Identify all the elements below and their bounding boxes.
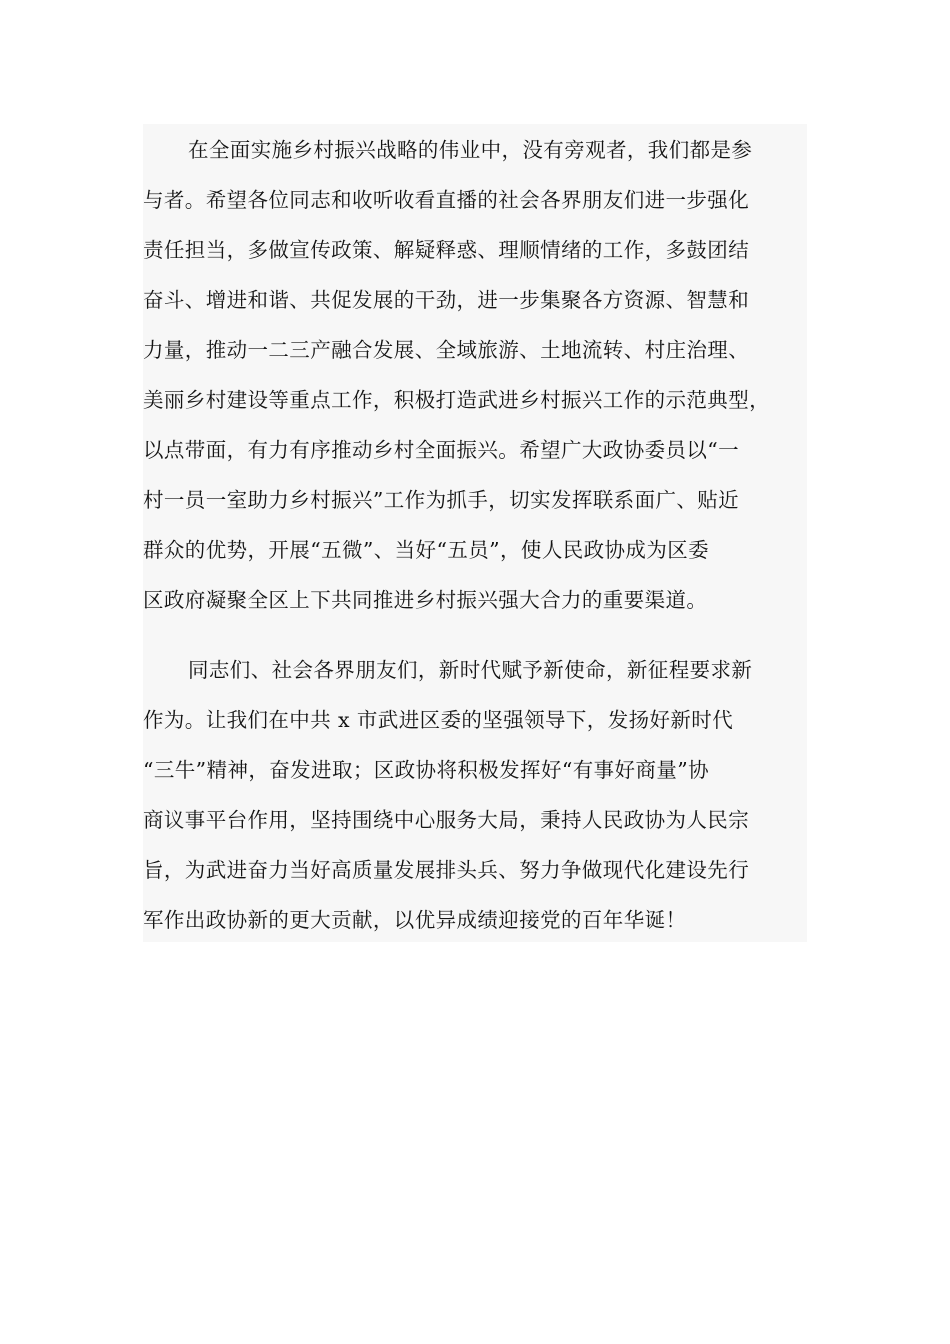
paragraph-1-line-1: 在全面实施乡村振兴战略的伟业中，没有旁观者，我们都是参 bbox=[188, 138, 753, 162]
paragraph-2-line-3: “三牛”精神，奋发进取；区政协将积极发挥好“有事好商量”协 bbox=[143, 758, 710, 782]
paragraph-1-line-10: 区政府凝聚全区上下共同推进乡村振兴强大合力的重要渠道。 bbox=[143, 588, 708, 612]
paragraph-1-line-8: 村一员一室助力乡村振兴”工作为抓手，切实发挥联系面广、贴近 bbox=[143, 488, 740, 512]
paragraph-2-line-2: 作为。让我们在中共 x 市武进区委的坚强领导下，发扬好新时代 bbox=[143, 708, 734, 732]
paragraph-2-line-1: 同志们、社会各界朋友们，新时代赋予新使命，新征程要求新 bbox=[188, 658, 753, 682]
paragraph-1-line-5: 力量，推动一二三产融合发展、全域旅游、土地流转、村庄治理、 bbox=[143, 338, 750, 362]
paragraph-1-line-3: 责任担当，多做宣传政策、解疑释惑、理顺情绪的工作，多鼓团结 bbox=[143, 238, 750, 262]
paragraph-1-line-7: 以点带面，有力有序推动乡村全面振兴。希望广大政协委员以“一 bbox=[143, 438, 740, 462]
paragraph-1-line-9: 群众的优势，开展“五微”、当好“五员”，使人民政协成为区委 bbox=[143, 538, 710, 562]
paragraph-2-line-6: 军作出政协新的更大贡献，以优异成绩迎接党的百年华诞！ bbox=[143, 908, 687, 932]
paragraph-1-line-4: 奋斗、增进和谐、共促发展的干劲，进一步集聚各方资源、智慧和 bbox=[143, 288, 750, 312]
paragraph-1-line-6: 美丽乡村建设等重点工作，积极打造武进乡村振兴工作的示范典型， bbox=[143, 388, 770, 412]
paragraph-2-line-5: 旨，为武进奋力当好高质量发展排头兵、努力争做现代化建设先行 bbox=[143, 858, 750, 882]
paragraph-2-line-4: 商议事平台作用，坚持围绕中心服务大局，秉持人民政协为人民宗 bbox=[143, 808, 750, 832]
document-text-block bbox=[143, 124, 807, 942]
paragraph-1-line-2: 与者。希望各位同志和收听收看直播的社会各界朋友们进一步强化 bbox=[143, 188, 750, 212]
